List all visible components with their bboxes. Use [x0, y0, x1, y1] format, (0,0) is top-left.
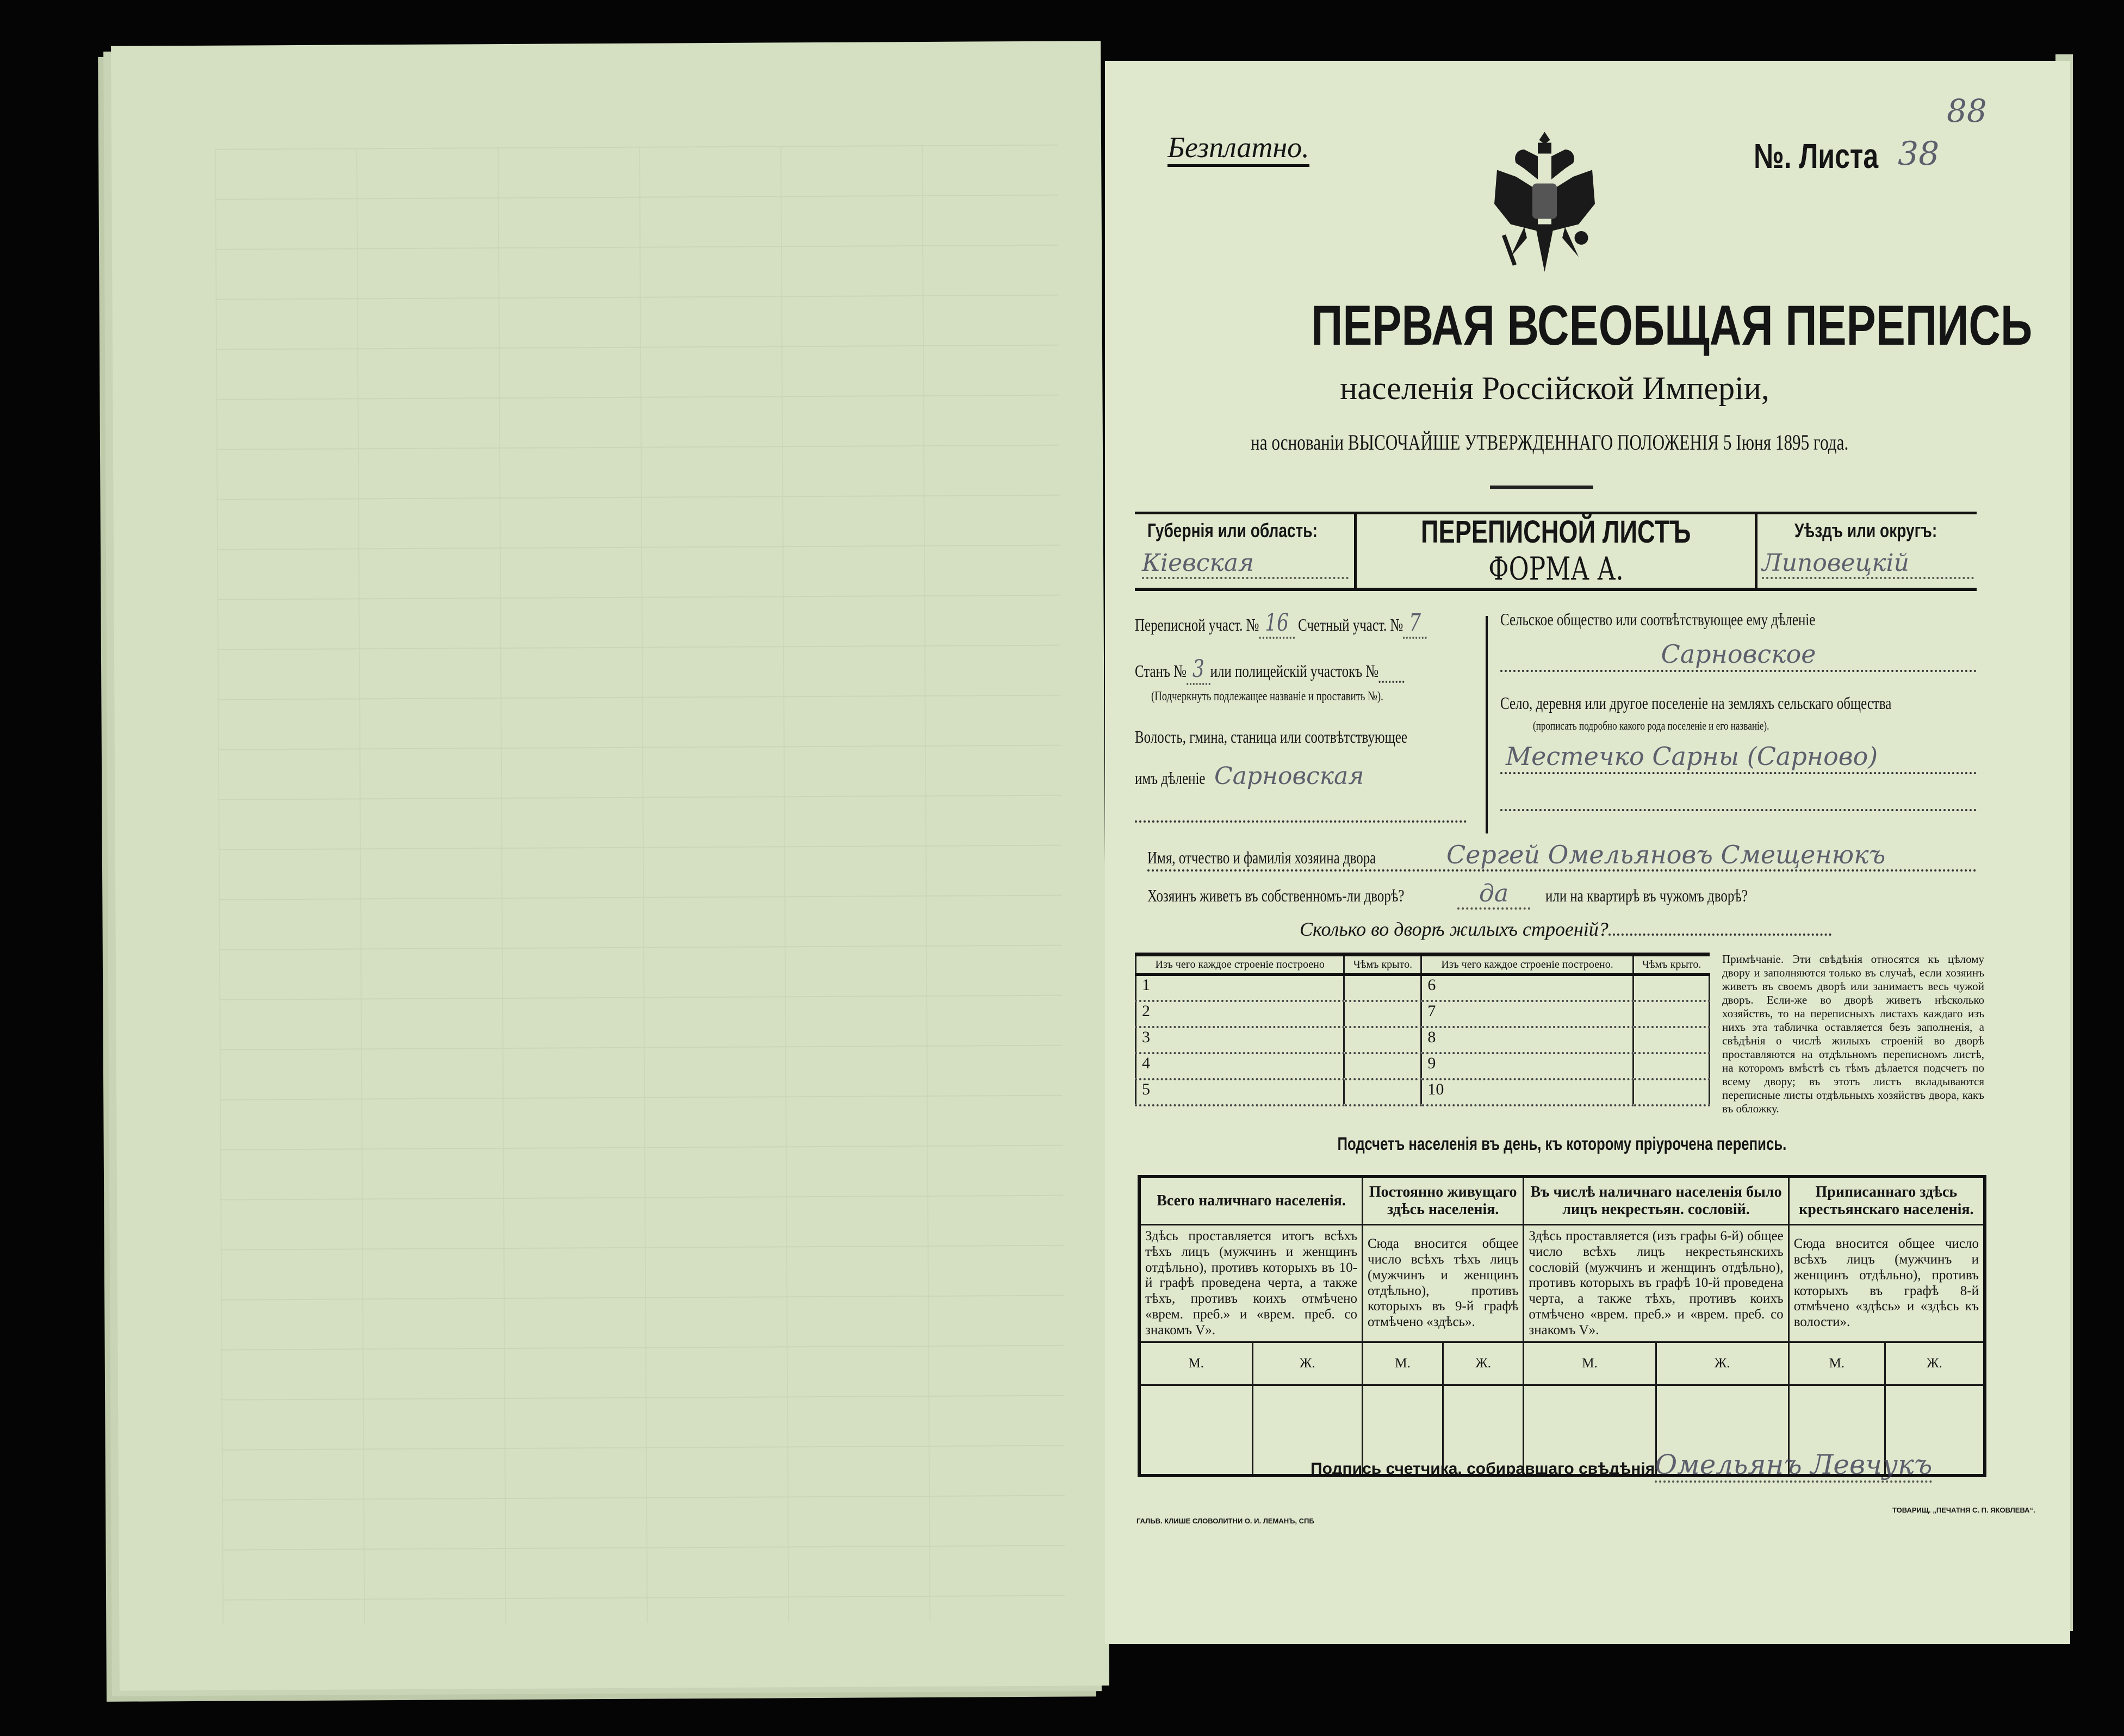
form-title: ПЕРЕПИСНОЙ ЛИСТЪ — [1420, 514, 1691, 550]
column-description: Сюда вносится общее число всѣхъ лицъ (мужчинъ и женщинъ отдѣльно), противъ которыхъ въ графѣ 8-й отмѣчено «здѣсь» и «здѣсь къ волости». — [1788, 1225, 1985, 1342]
male-label: М. — [1788, 1342, 1885, 1385]
row-number: 10 — [1421, 1079, 1633, 1105]
own-yard-field — [1147, 880, 1977, 907]
form-type: ФОРМА А. — [1488, 550, 1624, 587]
buildings-table — [1135, 953, 1710, 1106]
cell-input[interactable] — [1344, 1001, 1421, 1027]
column-header: Постоянно живущаго здѣсь населенія. — [1363, 1177, 1524, 1225]
imperial-eagle-icon — [1483, 128, 1606, 280]
female-label: Ж. — [1885, 1342, 1985, 1385]
uezd-label: Уѣздъ или округъ: — [1794, 519, 1937, 542]
village-note: (прописать подробно какого рода поселеніе и его названіе). — [1533, 718, 1769, 732]
male-count-cell[interactable] — [1139, 1385, 1252, 1476]
volost-label: Волость, гмина, станица или соотвѣтствующее — [1135, 726, 1407, 746]
female-label: Ж. — [1443, 1342, 1523, 1385]
cell-input[interactable] — [1633, 1001, 1709, 1027]
cell-input[interactable] — [1633, 1027, 1709, 1053]
cell-input[interactable] — [1633, 1053, 1709, 1079]
note-text: Примѣчаніе. Эти свѣдѣнія относятся къ цѣлому двору и заполняются только въ случаѣ, если хозяинъ живетъ въ своемъ дворѣ или занимаетъ весь чужой дворъ. Если-же во дворѣ живетъ нѣсколько хозяйствъ, то на переписныхъ листахъ каждаго изъ нихъ эта табличка оставляется безъ заполненія, а свѣдѣнія о числѣ жилыхъ строеній во дворѣ проставляются на отдѣльномъ переписномъ листѣ, на которомъ вмѣстѣ съ тѣмъ дѣлается подсчетъ по всему двору; въ этотъ листъ вкладываются переписные листы отдѣльныхъ хозяйствъ двора, какъ въ обложку. — [1722, 953, 1984, 1115]
male-label: М. — [1139, 1342, 1252, 1385]
row-number: 3 — [1136, 1027, 1344, 1053]
row-number: 4 — [1136, 1053, 1344, 1079]
row-number: 8 — [1421, 1027, 1633, 1053]
main-title: ПЕРВАЯ ВСЕОБЩАЯ ПЕРЕПИСЬ — [1311, 294, 2033, 357]
buildings-row — [1136, 1079, 1710, 1105]
census-district-label: Переписной участ. № — [1135, 615, 1259, 634]
buildings-header: Изъ чего каждое строеніе построено. — [1421, 955, 1633, 975]
population-row — [1139, 1342, 1985, 1385]
population-title: Подсчетъ населенія въ день, къ которому пріурочена перепись. — [1337, 1134, 1786, 1154]
signature-value: Омельянъ Левчукъ — [1655, 1449, 1932, 1483]
society-label: Сельское общество или соотвѣтствующее ему дѣленіе — [1500, 609, 1816, 629]
guberniya-value: Кіевская — [1142, 549, 1349, 579]
population-row — [1139, 1225, 1985, 1342]
female-label: Ж. — [1252, 1342, 1362, 1385]
cell-input[interactable] — [1344, 1053, 1421, 1079]
row-number: 2 — [1136, 1001, 1344, 1027]
buildings-field — [1300, 918, 1831, 941]
police-label: или полицейскій участокъ № — [1210, 661, 1379, 681]
buildings-row — [1136, 1027, 1710, 1053]
stan-value: 3 — [1187, 655, 1210, 685]
cell-input[interactable] — [1633, 1079, 1709, 1105]
divider — [1755, 512, 1757, 588]
buildings-row — [1136, 1053, 1710, 1079]
stan-label: Станъ № — [1135, 661, 1187, 681]
column-divider — [1486, 616, 1488, 833]
free-label: Безплатно. — [1167, 130, 1309, 167]
underline-note: (Подчеркнуть подлежащее названіе и проставить №). — [1151, 689, 1383, 704]
archive-number: 88 — [1947, 92, 1987, 129]
own-yard-label: Хозяинъ живетъ въ собственномъ-ли дворѣ? — [1147, 886, 1405, 905]
column-description: Сюда вносится общее число всѣхъ тѣхъ лицъ (мужчинъ и женщинъ отдѣльно), противъ которыхъ въ 9-й графѣ отмѣчено «здѣсь». — [1363, 1225, 1524, 1342]
uezd-value: Липовецкій — [1762, 549, 1974, 579]
column-header: Въ числѣ наличнаго населенія было лицъ некрестьян. сословій. — [1524, 1177, 1788, 1225]
signature-label: Подпись счетчика, собиравшаго свѣдѣнія — [1311, 1460, 1655, 1478]
volost-label-2: имъ дѣленіе — [1135, 768, 1206, 788]
row-number: 6 — [1421, 975, 1633, 1001]
row-number: 1 — [1136, 975, 1344, 1001]
buildings-label: Сколько во дворѣ жилыхъ строеній? — [1300, 918, 1608, 940]
sheet-no-value: 38 — [1898, 135, 1940, 173]
other-yard-label: или на квартирѣ въ чужомъ дворѣ? — [1545, 886, 1748, 905]
sheet-no-label: №. Листа — [1754, 136, 1879, 176]
male-label: М. — [1524, 1342, 1656, 1385]
count-district-value: 7 — [1403, 609, 1427, 639]
column-description: Здѣсь проставляется (изъ графы 6-й) общее число всѣхъ лицъ некрестьянскихъ сословій (мужчинъ и женщинъ отдѣльно), противъ которыхъ въ графѣ 10-й проведена черта, а также тѣхъ, противъ коихъ отмѣчено «врем. преб.» и «врем. преб. со знакомъ V». — [1524, 1225, 1788, 1342]
left-fields — [1135, 609, 1467, 823]
buildings-row — [1136, 975, 1710, 1001]
buildings-header: Чѣмъ крыто. — [1344, 955, 1421, 975]
row-number: 9 — [1421, 1053, 1633, 1079]
footer-left: ГАЛЬВ. КЛИШЕ СЛОВОЛИТНИ О. И. ЛЕМАНЪ, СПБ — [1136, 1517, 1314, 1525]
row-number: 7 — [1421, 1001, 1633, 1027]
column-header: Всего наличнаго населенія. — [1139, 1177, 1363, 1225]
guberniya-label: Губернія или область: — [1147, 519, 1318, 542]
buildings-header: Чѣмъ крыто. — [1633, 955, 1709, 975]
owner-label: Имя, отчество и фамилія хозяина двора — [1147, 848, 1376, 867]
society-value: Сарновское — [1661, 639, 1816, 669]
subtitle: населенія Россійской Имперіи, — [1340, 370, 1769, 406]
village-value: Местечко Сарны (Сарново) — [1506, 742, 1878, 771]
volost-value: Сарновская — [1214, 762, 1364, 791]
own-yard-value: да — [1457, 880, 1530, 910]
census-district-value: 16 — [1259, 609, 1295, 639]
male-label: М. — [1363, 1342, 1443, 1385]
owner-field — [1147, 840, 1977, 872]
cell-input[interactable] — [1633, 975, 1709, 1001]
row-number: 5 — [1136, 1079, 1344, 1105]
cell-input[interactable] — [1344, 1027, 1421, 1053]
footer-right: ТОВАРИЩ. „ПЕЧАТНЯ С. П. ЯКОВЛЕВА“. — [1892, 1506, 2035, 1514]
faint-grid — [215, 145, 1065, 1625]
owner-value: Сергей Омельяновъ Смещенюкъ — [1446, 840, 1886, 869]
right-fields — [1500, 609, 1977, 811]
basis-line: на основаніи ВЫСОЧАЙШЕ УТВЕРЖДЕННАГО ПОЛОЖЕНІЯ 5 Іюня 1895 года. — [1251, 430, 1849, 455]
signature-field — [1311, 1449, 1932, 1480]
ornament-divider — [1490, 486, 1593, 489]
female-label: Ж. — [1656, 1342, 1788, 1385]
buildings-row — [1136, 1001, 1710, 1027]
buildings-header: Изъ чего каждое строеніе построено — [1136, 955, 1344, 975]
column-header: Приписаннаго здѣсь крестьянскаго населенія. — [1788, 1177, 1985, 1225]
left-page-blank — [111, 41, 1109, 1690]
population-row — [1139, 1177, 1985, 1225]
count-district-label: Счетный участ. № — [1298, 615, 1403, 634]
column-description: Здѣсь проставляется итогъ всѣхъ тѣхъ лицъ (мужчинъ и женщинъ отдѣльно), противъ которыхъ въ 10-й графѣ проведена черта, а также тѣхъ, противъ коихъ отмѣчено «врем. преб.» и «врем. преб. со знакомъ V». — [1139, 1225, 1363, 1342]
village-label: Село, деревня или другое поселеніе на земляхъ сельскаго общества — [1500, 693, 1892, 713]
cell-input[interactable] — [1344, 975, 1421, 1001]
population-table — [1138, 1175, 1986, 1477]
cell-input[interactable] — [1344, 1079, 1421, 1105]
